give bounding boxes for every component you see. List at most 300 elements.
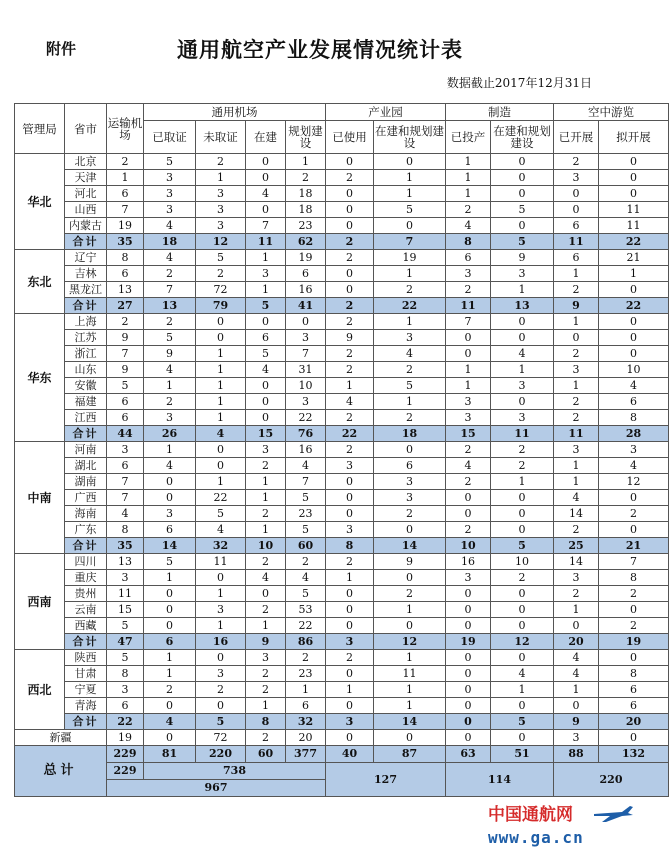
tour-planned-cell: 0	[599, 186, 669, 202]
planned-cell: 0	[286, 314, 326, 330]
planned-cell: 5	[286, 522, 326, 538]
grand-total-label: 总计	[15, 746, 107, 797]
header-industrial-park: 产业园	[326, 104, 446, 121]
subtotal-row	[15, 298, 669, 314]
under-construction-cell: 1	[246, 522, 286, 538]
not-obtained-subtotal: 79	[196, 298, 246, 314]
obtained-cell: 0	[144, 490, 196, 506]
park-building-planning-cell: 5	[374, 378, 446, 394]
tour-planned-subtotal: 28	[599, 426, 669, 442]
tour-planned-cell: 8	[599, 666, 669, 682]
transport-airport-cell: 3	[107, 570, 144, 586]
park-building-planning-cell: 4	[374, 346, 446, 362]
planned-cell: 4	[286, 458, 326, 474]
mfg-in-production-subtotal: 19	[446, 634, 491, 650]
transport-airport-cell: 6	[107, 394, 144, 410]
province-cell: 黑龙江	[65, 282, 107, 298]
mfg-in-production-cell: 2	[446, 202, 491, 218]
park-building-planning-cell: 11	[374, 666, 446, 682]
mfg-building-planning-subtotal: 5	[491, 714, 554, 730]
under-construction-cell: 2	[246, 666, 286, 682]
bureau-cell: 东北	[15, 250, 65, 314]
table-row	[15, 394, 669, 410]
park-building-planning-subtotal: 14	[374, 538, 446, 554]
park-building-planning-cell: 3	[374, 474, 446, 490]
tour-planned-cell: 2	[599, 618, 669, 634]
planned-cell: 5	[286, 490, 326, 506]
province-cell: 北京	[65, 154, 107, 170]
tour-opened-cell: 2	[554, 522, 599, 538]
tour-planned-cell: 0	[599, 314, 669, 330]
park-in-use-cell: 2	[326, 410, 374, 426]
transport-airport-cell: 5	[107, 378, 144, 394]
park-building-planning-cell: 9	[374, 554, 446, 570]
tour-planned-cell: 0	[599, 154, 669, 170]
obtained-cell: 0	[144, 730, 196, 746]
planned-cell: 23	[286, 506, 326, 522]
not-obtained-cell: 0	[196, 442, 246, 458]
province-cell: 海南	[65, 506, 107, 522]
park-in-use-subtotal: 3	[326, 634, 374, 650]
not-obtained-cell: 2	[196, 682, 246, 698]
park-building-planning-subtotal: 14	[374, 714, 446, 730]
park-in-use-cell: 1	[326, 570, 374, 586]
tour-planned-cell: 0	[599, 602, 669, 618]
table-body	[15, 154, 669, 797]
tour-planned-cell: 8	[599, 570, 669, 586]
park-building-planning-cell: 0	[374, 570, 446, 586]
province-cell: 宁夏	[65, 682, 107, 698]
tour-planned-subtotal: 20	[599, 714, 669, 730]
park-in-use-cell: 0	[326, 282, 374, 298]
planned-cell: 31	[286, 362, 326, 378]
header-under-construction: 在建	[246, 121, 286, 154]
obtained-cell: 3	[144, 170, 196, 186]
tour-opened-cell: 6	[554, 250, 599, 266]
obtained-cell: 1	[144, 666, 196, 682]
park-in-use-cell: 0	[326, 490, 374, 506]
mfg-building-planning-cell: 0	[491, 522, 554, 538]
province-cell: 西藏	[65, 618, 107, 634]
manufacturing-sum: 114	[446, 763, 554, 797]
province-cell: 青海	[65, 698, 107, 714]
mfg-in-production-cell: 1	[446, 154, 491, 170]
table-row	[15, 474, 669, 490]
mfg-building-planning-cell: 9	[491, 250, 554, 266]
mfg-in-production-cell: 3	[446, 410, 491, 426]
header-mfg-in-production: 已投产	[446, 121, 491, 154]
under-construction-cell: 0	[246, 314, 286, 330]
planned-cell: 22	[286, 410, 326, 426]
tour-planned-cell: 4	[599, 458, 669, 474]
under-construction-cell: 1	[246, 250, 286, 266]
not-obtained-subtotal: 4	[196, 426, 246, 442]
park-building-planning-cell: 0	[374, 154, 446, 170]
province-cell: 湖北	[65, 458, 107, 474]
mfg-in-production-subtotal: 15	[446, 426, 491, 442]
park-in-use-cell: 0	[326, 730, 374, 746]
tour-planned-cell: 0	[599, 522, 669, 538]
province-cell: 内蒙古	[65, 218, 107, 234]
province-cell: 甘肃	[65, 666, 107, 682]
transport-airport-cell: 13	[107, 554, 144, 570]
under-construction-cell: 3	[246, 266, 286, 282]
header-park-in-use: 已使用	[326, 121, 374, 154]
under-construction-cell: 1	[246, 474, 286, 490]
tour-planned-cell: 4	[599, 378, 669, 394]
under-construction-cell: 1	[246, 282, 286, 298]
subtotal-row	[15, 538, 669, 554]
statistics-table	[14, 103, 669, 797]
date-note: 数据截止2017年12月31日	[446, 76, 592, 90]
mfg-building-planning-cell: 0	[491, 618, 554, 634]
mfg-in-production-cell: 2	[446, 282, 491, 298]
transport-airport-cell: 8	[107, 522, 144, 538]
under-construction-cell: 2	[246, 682, 286, 698]
bureau-cell: 西北	[15, 650, 65, 730]
mfg-in-production-cell: 0	[446, 346, 491, 362]
park-building-planning-subtotal: 22	[374, 298, 446, 314]
tour-opened-total: 88	[554, 746, 599, 763]
tour-planned-cell: 0	[599, 490, 669, 506]
province-cell: 吉林	[65, 266, 107, 282]
park-building-planning-subtotal: 7	[374, 234, 446, 250]
province-cell: 天津	[65, 170, 107, 186]
obtained-cell: 1	[144, 378, 196, 394]
park-in-use-cell: 0	[326, 666, 374, 682]
mfg-building-planning-subtotal: 5	[491, 538, 554, 554]
under-construction-cell: 0	[246, 394, 286, 410]
not-obtained-cell: 72	[196, 730, 246, 746]
park-in-use-cell: 1	[326, 378, 374, 394]
mfg-building-planning-cell: 4	[491, 666, 554, 682]
table-row	[15, 570, 669, 586]
tour-opened-cell: 1	[554, 378, 599, 394]
mfg-building-planning-cell: 3	[491, 266, 554, 282]
park-building-planning-cell: 1	[374, 170, 446, 186]
obtained-cell: 3	[144, 202, 196, 218]
xinjiang-label: 新疆	[15, 730, 107, 746]
tour-planned-cell: 21	[599, 250, 669, 266]
planned-cell: 2	[286, 170, 326, 186]
obtained-subtotal: 14	[144, 538, 196, 554]
tour-opened-subtotal: 11	[554, 426, 599, 442]
obtained-cell: 0	[144, 602, 196, 618]
table-row	[15, 282, 669, 298]
mfg-in-production-cell: 0	[446, 682, 491, 698]
transport-airport-cell: 11	[107, 586, 144, 602]
park-in-use-cell: 0	[326, 154, 374, 170]
tour-planned-cell: 11	[599, 218, 669, 234]
obtained-cell: 2	[144, 394, 196, 410]
under-construction-total: 60	[246, 746, 286, 763]
table-row	[15, 490, 669, 506]
subtotal-label: 合计	[65, 714, 107, 730]
table-row	[15, 682, 669, 698]
mfg-building-planning-cell: 0	[491, 506, 554, 522]
park-building-planning-cell: 2	[374, 410, 446, 426]
under-construction-subtotal: 11	[246, 234, 286, 250]
header-tour-planned: 拟开展	[599, 121, 669, 154]
not-obtained-subtotal: 16	[196, 634, 246, 650]
under-construction-cell: 0	[246, 202, 286, 218]
park-building-planning-cell: 3	[374, 490, 446, 506]
under-construction-subtotal: 9	[246, 634, 286, 650]
planned-cell: 23	[286, 666, 326, 682]
under-construction-cell: 3	[246, 442, 286, 458]
tour-planned-cell: 0	[599, 282, 669, 298]
table-row	[15, 522, 669, 538]
not-obtained-cell: 2	[196, 154, 246, 170]
province-cell: 河北	[65, 186, 107, 202]
obtained-cell: 6	[144, 522, 196, 538]
obtained-cell: 0	[144, 586, 196, 602]
park-in-use-cell: 2	[326, 250, 374, 266]
bureau-cell: 华北	[15, 154, 65, 250]
bureau-cell: 西南	[15, 554, 65, 650]
obtained-cell: 4	[144, 458, 196, 474]
mfg-in-production-cell: 0	[446, 730, 491, 746]
table-row	[15, 154, 669, 170]
transport-airport-cell: 7	[107, 474, 144, 490]
tour-planned-cell: 2	[599, 506, 669, 522]
tour-opened-subtotal: 25	[554, 538, 599, 554]
under-construction-cell: 2	[246, 554, 286, 570]
subtotal-row	[15, 426, 669, 442]
mfg-building-planning-cell: 2	[491, 458, 554, 474]
subtotal-row	[15, 714, 669, 730]
under-construction-cell: 2	[246, 730, 286, 746]
park-in-use-cell: 2	[326, 650, 374, 666]
planned-subtotal: 60	[286, 538, 326, 554]
tour-opened-cell: 0	[554, 202, 599, 218]
header-general-airport: 通用机场	[144, 104, 326, 121]
tour-opened-cell: 4	[554, 490, 599, 506]
mfg-building-planning-cell: 0	[491, 602, 554, 618]
park-in-use-subtotal: 8	[326, 538, 374, 554]
transport-airport-cell: 7	[107, 202, 144, 218]
table-row	[15, 346, 669, 362]
tour-planned-subtotal: 22	[599, 234, 669, 250]
mfg-building-planning-cell: 10	[491, 554, 554, 570]
mfg-building-planning-cell: 2	[491, 442, 554, 458]
province-cell: 山西	[65, 202, 107, 218]
mfg-in-production-cell: 0	[446, 602, 491, 618]
province-cell: 四川	[65, 554, 107, 570]
mfg-in-production-cell: 3	[446, 266, 491, 282]
park-building-planning-cell: 6	[374, 458, 446, 474]
header-obtained: 已取证	[144, 121, 196, 154]
park-in-use-cell: 2	[326, 314, 374, 330]
transport-airport-cell: 9	[107, 362, 144, 378]
obtained-cell: 2	[144, 266, 196, 282]
transport-airport-subtotal: 47	[107, 634, 144, 650]
tour-opened-cell: 1	[554, 602, 599, 618]
transport-airport-cell: 6	[107, 410, 144, 426]
tour-planned-cell: 10	[599, 362, 669, 378]
province-cell: 广东	[65, 522, 107, 538]
park-in-use-subtotal: 2	[326, 298, 374, 314]
tour-opened-cell: 2	[554, 394, 599, 410]
tour-opened-cell: 1	[554, 266, 599, 282]
tour-opened-cell: 0	[554, 186, 599, 202]
mfg-building-planning-cell: 2	[491, 570, 554, 586]
table-row	[15, 410, 669, 426]
mfg-building-planning-cell: 0	[491, 490, 554, 506]
planned-cell: 10	[286, 378, 326, 394]
under-construction-subtotal: 15	[246, 426, 286, 442]
grand-total-sum-row	[15, 763, 669, 780]
tour-opened-cell: 14	[554, 506, 599, 522]
obtained-cell: 3	[144, 506, 196, 522]
park-building-planning-cell: 0	[374, 730, 446, 746]
watermark-title: 中国通航网	[488, 805, 573, 825]
not-obtained-cell: 0	[196, 698, 246, 714]
park-building-planning-cell: 19	[374, 250, 446, 266]
park-building-planning-total: 87	[374, 746, 446, 763]
mfg-in-production-cell: 7	[446, 314, 491, 330]
obtained-cell: 3	[144, 410, 196, 426]
tour-planned-cell: 1	[599, 266, 669, 282]
transport-airport-subtotal: 22	[107, 714, 144, 730]
under-construction-cell: 1	[246, 698, 286, 714]
transport-airport-cell: 7	[107, 346, 144, 362]
mfg-building-planning-cell: 3	[491, 410, 554, 426]
mfg-building-planning-cell: 5	[491, 202, 554, 218]
planned-subtotal: 86	[286, 634, 326, 650]
page-title: 通用航空产业发展情况统计表	[177, 37, 463, 62]
tour-opened-cell: 0	[554, 698, 599, 714]
transport-airport-cell: 13	[107, 282, 144, 298]
mfg-building-planning-cell: 0	[491, 698, 554, 714]
park-in-use-cell: 1	[326, 682, 374, 698]
park-building-planning-subtotal: 18	[374, 426, 446, 442]
planned-subtotal: 62	[286, 234, 326, 250]
under-construction-cell: 0	[246, 586, 286, 602]
table-row	[15, 378, 669, 394]
province-cell: 湖南	[65, 474, 107, 490]
planned-cell: 53	[286, 602, 326, 618]
park-building-planning-cell: 1	[374, 650, 446, 666]
tour-opened-cell: 3	[554, 362, 599, 378]
park-building-planning-cell: 0	[374, 618, 446, 634]
tour-planned-cell: 0	[599, 650, 669, 666]
transport-airport-cell: 9	[107, 330, 144, 346]
obtained-cell: 1	[144, 650, 196, 666]
mfg-in-production-cell: 3	[446, 570, 491, 586]
header-air-tourism: 空中游览	[554, 104, 669, 121]
not-obtained-subtotal: 12	[196, 234, 246, 250]
park-in-use-cell: 0	[326, 266, 374, 282]
mfg-in-production-cell: 0	[446, 586, 491, 602]
park-building-planning-cell: 1	[374, 698, 446, 714]
not-obtained-cell: 0	[196, 458, 246, 474]
table-row	[15, 698, 669, 714]
attachment-label: 附件	[46, 40, 77, 58]
planned-cell: 18	[286, 202, 326, 218]
transport-airport-cell: 2	[107, 314, 144, 330]
province-cell: 福建	[65, 394, 107, 410]
province-cell: 广西	[65, 490, 107, 506]
park-in-use-total: 40	[326, 746, 374, 763]
not-obtained-cell: 1	[196, 378, 246, 394]
transport-airport-cell: 3	[107, 442, 144, 458]
transport-airport-subtotal: 35	[107, 538, 144, 554]
province-cell: 江苏	[65, 330, 107, 346]
province-cell: 上海	[65, 314, 107, 330]
under-construction-subtotal: 8	[246, 714, 286, 730]
tour-opened-cell: 3	[554, 730, 599, 746]
park-building-planning-cell: 0	[374, 442, 446, 458]
transport-airport-cell: 4	[107, 506, 144, 522]
mfg-in-production-cell: 0	[446, 650, 491, 666]
not-obtained-cell: 1	[196, 170, 246, 186]
tour-opened-cell: 2	[554, 586, 599, 602]
planned-cell: 16	[286, 282, 326, 298]
transport-airport-cell: 2	[107, 154, 144, 170]
tour-opened-cell: 2	[554, 410, 599, 426]
table-row	[15, 186, 669, 202]
park-in-use-cell: 3	[326, 458, 374, 474]
not-obtained-cell: 0	[196, 570, 246, 586]
transport-airport-cell: 19	[107, 218, 144, 234]
mfg-in-production-cell: 1	[446, 186, 491, 202]
planned-cell: 6	[286, 698, 326, 714]
under-construction-cell: 4	[246, 186, 286, 202]
park-building-planning-cell: 0	[374, 522, 446, 538]
obtained-cell: 5	[144, 154, 196, 170]
mfg-in-production-cell: 1	[446, 362, 491, 378]
park-in-use-cell: 0	[326, 602, 374, 618]
tour-opened-cell: 4	[554, 650, 599, 666]
tour-opened-cell: 1	[554, 314, 599, 330]
park-building-planning-cell: 1	[374, 682, 446, 698]
transport-airport-cell: 6	[107, 266, 144, 282]
tour-planned-cell: 0	[599, 330, 669, 346]
mfg-in-production-total: 63	[446, 746, 491, 763]
planned-cell: 1	[286, 154, 326, 170]
province-cell: 浙江	[65, 346, 107, 362]
mfg-building-planning-cell: 0	[491, 586, 554, 602]
transport-airport-cell: 3	[107, 682, 144, 698]
grand-total-row	[15, 746, 669, 763]
under-construction-cell: 0	[246, 170, 286, 186]
mfg-in-production-cell: 6	[446, 250, 491, 266]
bureau-cell: 华东	[15, 314, 65, 442]
table-row	[15, 330, 669, 346]
under-construction-cell: 6	[246, 330, 286, 346]
table-row-xinjiang	[15, 730, 669, 746]
transport-airport-subtotal: 35	[107, 234, 144, 250]
under-construction-cell: 2	[246, 506, 286, 522]
planned-cell: 19	[286, 250, 326, 266]
park-in-use-cell: 4	[326, 394, 374, 410]
transport-airport-total: 229	[107, 746, 144, 763]
planned-total: 377	[286, 746, 326, 763]
obtained-cell: 5	[144, 330, 196, 346]
mfg-in-production-cell: 0	[446, 490, 491, 506]
mfg-in-production-cell: 3	[446, 394, 491, 410]
tour-planned-subtotal: 21	[599, 538, 669, 554]
mfg-building-planning-cell: 1	[491, 282, 554, 298]
planned-cell: 20	[286, 730, 326, 746]
planned-subtotal: 41	[286, 298, 326, 314]
table-row	[15, 586, 669, 602]
header-not-obtained: 未取证	[196, 121, 246, 154]
park-in-use-cell: 2	[326, 554, 374, 570]
mfg-building-planning-subtotal: 11	[491, 426, 554, 442]
obtained-cell: 0	[144, 474, 196, 490]
